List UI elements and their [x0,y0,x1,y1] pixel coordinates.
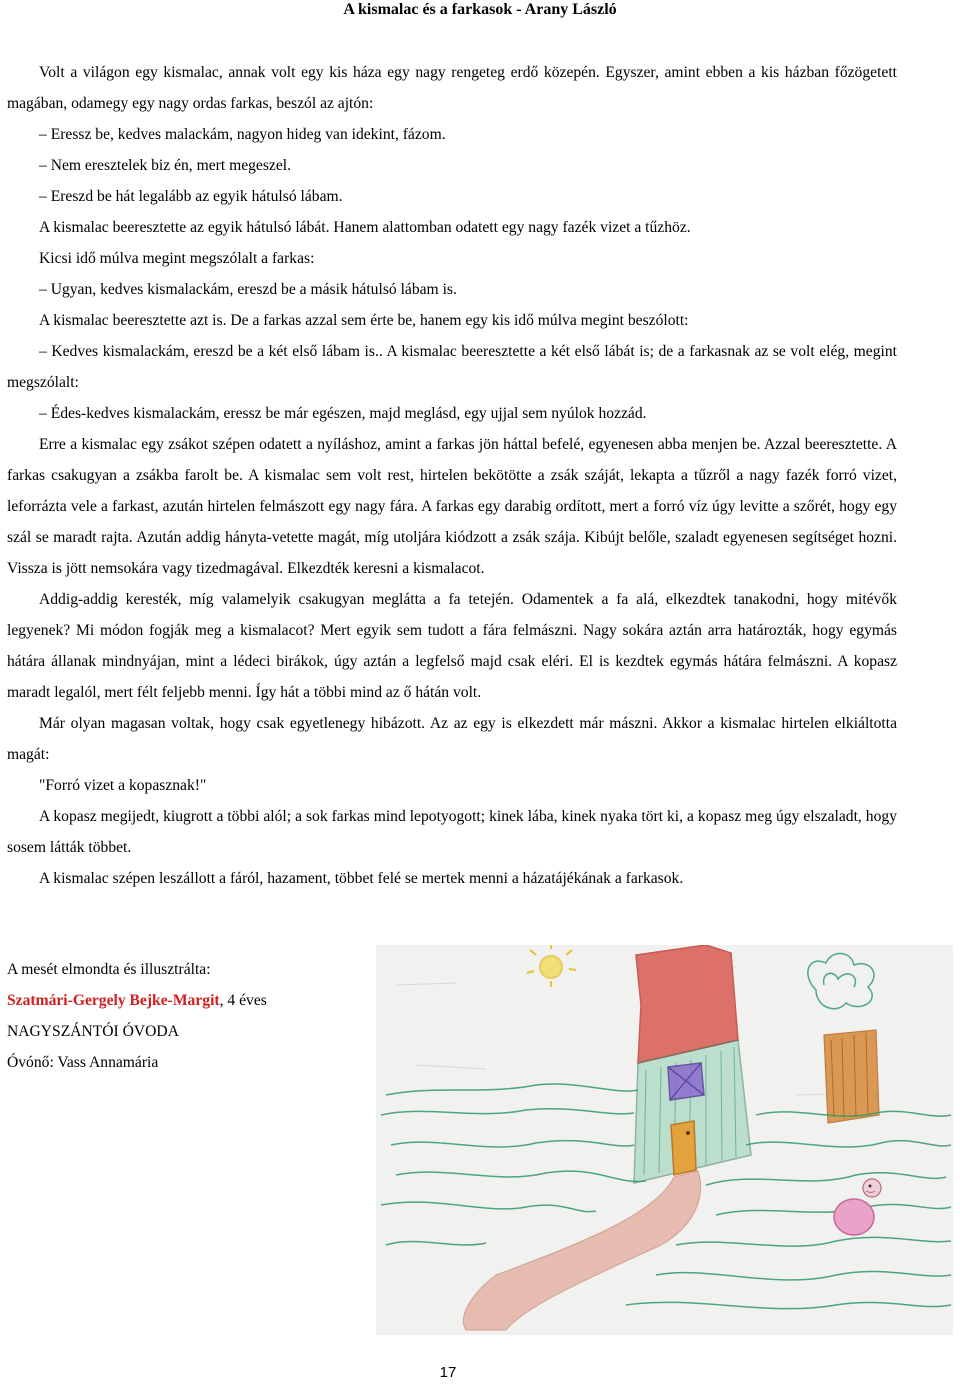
story-paragraph: – Kedves kismalackám, ereszd be a két első lábam is.. A kismalac beeresztette a két első lábát is; de a farkasnak az se volt elég, megint megszólalt: [7,343,897,391]
story-paragraph: "Forró vizet a kopasznak!" [39,777,207,794]
story-paragraph: – Ereszd be hát legalább az egyik hátulsó lábam. [39,188,343,205]
story-paragraph: A kismalac beeresztette azt is. De a farkas azzal sem érte be, hanem egy kis idő múlva megint beszólott: [39,312,689,329]
story-paragraph: – Eressz be, kedves malackám, nagyon hideg van idekint, fázom. [39,126,446,143]
story-paragraph: Addig-addig keresték, míg valamelyik csakugyan meglátta a fa tetején. Odamentek a fa alá, elkezdtek tanakodni, hogy mitévők legyenek? Mi módon fogják meg a kismalacot? Mert egyik sem tudott a fára felmászni. Nagy sokára aztán arra határozták, hogy egymás hátára állanak mindnyájan, mint a lédeci birákok, úgy aztán a legfelső majd csak eléri. El is kezdtek egymás hátára felmászni. A kopasz maradt legalól, mert félt feljebb menni. Így hát a többi mind az ő hátán volt. [7,591,897,701]
page-title: A kismalac és a farkasok - Arany László [343,1,617,18]
story-text [7,57,897,894]
page-number: 17 [439,1364,457,1381]
credits-author [7,985,367,1016]
story-paragraph: Erre a kismalac egy zsákot szépen odatett a nyíláshoz, amint a farkas jön háttal befelé, egyenesen abba menjen be. Azzal beeresztette. A farkas csakugyan a zsákba farolt be. A kismalac sem volt rest, hirtelen bekötötte a zsák száját, lekapta a tűzről a nagy fazék forró vizet, leforrázta vele a farkast, azután hirtelen felmászott egy nagy fára. A farkas egy darabig ordított, mert a forró víz úgy levitte a szőrét, hogy egy szál se maradt rajta. Azután addig hányta-vetette magát, míg utoljára kiódzott a zsák szája. Kibújt belőle, szaladt egyenesen segítséget hozni. Vissza is jött nemsokára vagy tizedmagával. Elkezdték keresni a kismalacot. [7,436,897,577]
author-name: Szatmári-Gergely Bejke-Margit [7,992,220,1009]
credits-intro: A mesét elmondta és illusztrálta: [7,961,211,978]
credits [7,954,367,1078]
story-paragraph: – Nem eresztelek biz én, mert megeszel. [39,157,291,174]
author-age: , 4 éves [219,992,267,1009]
story-paragraph: Kicsi idő múlva megint megszólalt a farkas: [39,250,315,267]
school-name: NAGYSZÁNTÓI ÓVODA [7,1023,179,1040]
story-paragraph: A kismalac beeresztette az egyik hátulsó lábát. Hanem alattomban odatett egy nagy fazék vizet a tűzhöz. [39,219,691,236]
story-paragraph: Volt a világon egy kismalac, annak volt egy kis háza egy nagy rengeteg erdő közepén. Egyszer, amint ebben a kis házban főzögetett magában, odamegy egy nagy ordas farkas, beszól az ajtón: [7,64,897,112]
story-paragraph: A kopasz megijedt, kiugrott a többi alól; a sok farkas mind lepotyogott; kinek lába, kinek nyaka tört ki, a kopasz meg úgy elszaladt, hogy sosem látták többet. [7,808,897,856]
teacher-name: Óvónő: Vass Annamária [7,1054,159,1071]
story-paragraph: – Édes-kedves kismalackám, eressz be már egészen, majd meglásd, egy ujjal sem nyúlok hozzád. [39,405,647,422]
house-and-pig-drawing [376,945,953,1335]
story-paragraph: – Ugyan, kedves kismalackám, ereszd be a másik hátulsó lábam is. [39,281,457,298]
story-paragraph: A kismalac szépen leszállott a fáról, hazament, többet felé se mertek menni a házatájékának a farkasok. [39,870,684,887]
story-paragraph: Már olyan magasan voltak, hogy csak egyetlenegy hibázott. Az az egy is elkezdett már mászni. Akkor a kismalac hirtelen elkiáltotta magát: [7,715,897,763]
